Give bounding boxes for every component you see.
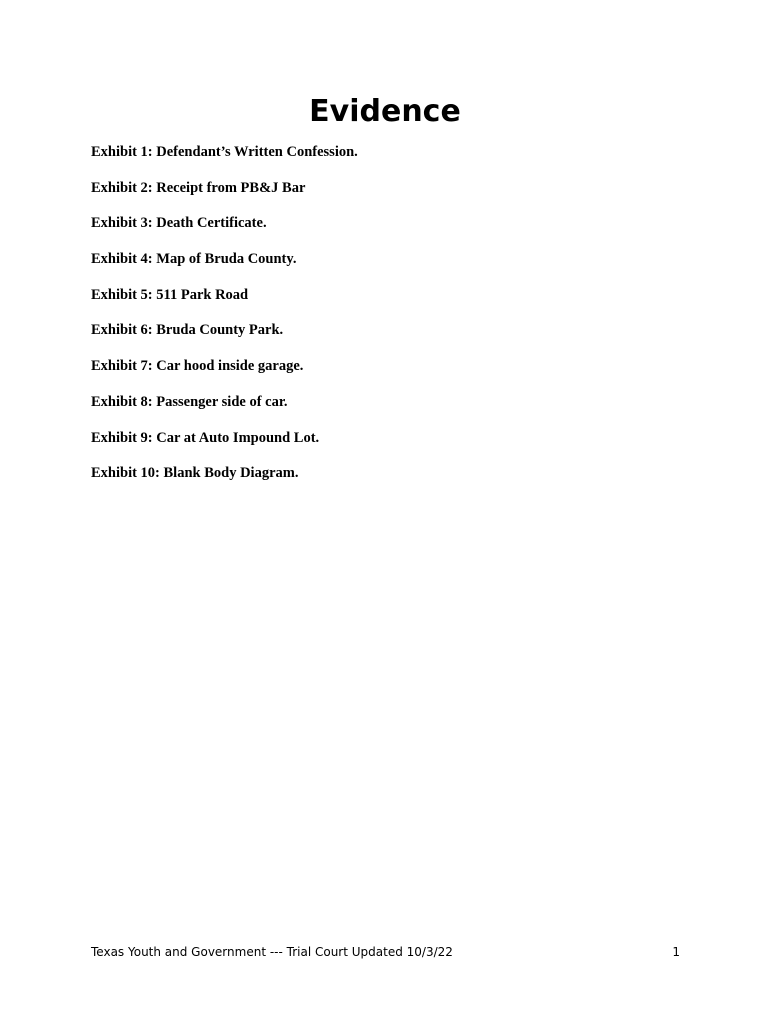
exhibit-item: Exhibit 3: Death Certificate. — [91, 215, 267, 232]
footer-text: Texas Youth and Government --- Trial Court Updated 10/3/22 — [91, 945, 453, 959]
exhibit-list — [91, 143, 358, 500]
exhibit-item: Exhibit 2: Receipt from PB&J Bar — [91, 179, 306, 196]
exhibit-item: Exhibit 1: Defendant’s Written Confession. — [91, 144, 358, 160]
page-number: 1 — [672, 945, 680, 959]
page-title: Evidence — [309, 94, 461, 129]
exhibit-item: Exhibit 8: Passenger side of car. — [91, 393, 288, 410]
exhibit-item: Exhibit 10: Blank Body Diagram. — [91, 465, 299, 482]
exhibit-item: Exhibit 7: Car hood inside garage. — [91, 358, 304, 375]
exhibit-item: Exhibit 4: Map of Bruda County. — [91, 251, 297, 268]
exhibit-item: Exhibit 5: 511 Park Road — [91, 286, 249, 303]
exhibit-item: Exhibit 6: Bruda County Park. — [91, 322, 284, 339]
page-footer — [91, 943, 680, 961]
exhibit-item: Exhibit 9: Car at Auto Impound Lot. — [91, 429, 320, 446]
